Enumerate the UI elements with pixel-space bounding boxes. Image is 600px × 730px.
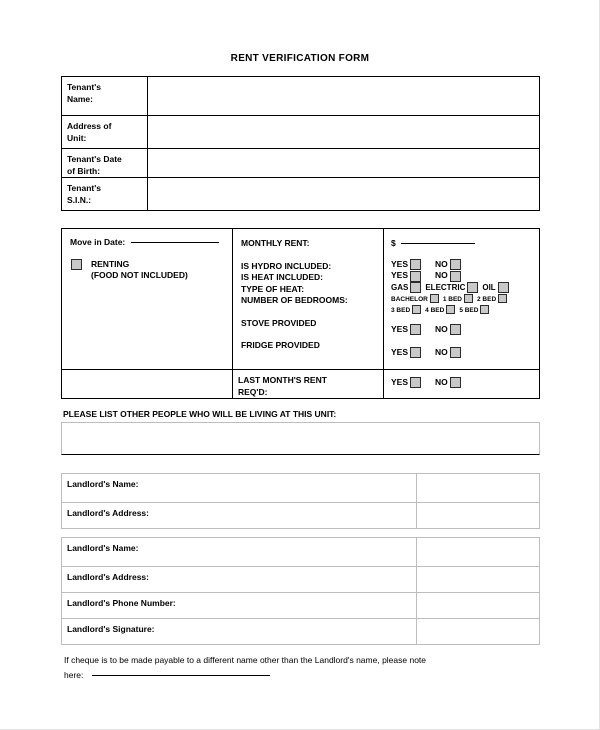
cheque-note-input[interactable] <box>92 675 270 676</box>
bedroom-bachelor-label: BACHELOR <box>391 295 428 303</box>
landlord2-name-field[interactable] <box>417 538 540 567</box>
renting-label-line1: RENTING <box>91 259 130 269</box>
landlord2-signature-label: Landlord's Signature: <box>67 624 155 634</box>
landlord2-phone-field[interactable] <box>417 593 540 619</box>
landlord1-name-label: Landlord's Name: <box>67 479 139 489</box>
heat-yes-checkbox[interactable] <box>410 271 421 282</box>
tenant-name-label: Tenant's Name: <box>67 82 101 104</box>
table-row <box>62 116 540 149</box>
table-row <box>62 619 540 645</box>
heat-type-electric-label: ELECTRIC <box>425 282 466 292</box>
table-row <box>62 593 540 619</box>
empty-cell <box>62 370 233 399</box>
other-people-heading: PLEASE LIST OTHER PEOPLE WHO WILL BE LIVING AT THIS UNIT: <box>63 409 337 419</box>
date-of-birth-label: Tenant's Date of Birth: <box>67 154 122 176</box>
date-of-birth-value <box>148 149 539 154</box>
bedroom-bachelor-checkbox[interactable] <box>430 294 439 303</box>
landlord1-name-value <box>417 474 539 479</box>
page-title: RENT VERIFICATION FORM <box>230 53 370 64</box>
tenant-information-table <box>61 76 540 211</box>
last-month-rent-answer-cell <box>384 370 540 399</box>
hydro-answer-row <box>391 259 539 270</box>
fridge-yes-label: YES <box>391 346 409 357</box>
hydro-no-checkbox[interactable] <box>450 259 461 270</box>
sin-value <box>148 178 539 183</box>
sin-field[interactable] <box>148 178 540 211</box>
fridge-yes-checkbox[interactable] <box>410 347 421 358</box>
landlord-table-secondary <box>61 537 540 645</box>
table-row <box>62 178 540 211</box>
move-in-date-label: Move in Date: <box>70 237 126 247</box>
renting-checkbox[interactable] <box>71 259 82 270</box>
last-month-rent-label-cell <box>233 370 384 399</box>
bedroom-4bed-checkbox[interactable] <box>446 305 455 314</box>
last-month-no-checkbox[interactable] <box>450 377 461 388</box>
landlord2-signature-value <box>417 619 539 624</box>
heat-included-label: IS HEAT INCLUDED: <box>241 272 324 282</box>
landlord-table-primary <box>61 473 540 529</box>
address-of-unit-field[interactable] <box>148 116 540 149</box>
stove-no-label: NO <box>435 323 448 334</box>
move-in-date-row <box>62 229 232 247</box>
bedroom-3bed-checkbox[interactable] <box>412 305 421 314</box>
monthly-rent-amount-row <box>391 238 539 248</box>
move-in-date-input[interactable] <box>131 242 219 243</box>
landlord2-address-value <box>417 567 539 572</box>
heat-type-oil-checkbox[interactable] <box>498 282 509 293</box>
landlord1-address-label-cell <box>62 503 417 529</box>
last-month-rent-label: LAST MONTH'S RENT REQ'D: <box>238 375 327 397</box>
heat-type-row <box>391 282 539 294</box>
landlord2-name-label-cell <box>62 538 417 567</box>
heat-no-label: NO <box>435 270 448 281</box>
hydro-yes-label: YES <box>391 259 409 269</box>
landlord1-address-field[interactable] <box>417 503 540 529</box>
table-row <box>62 567 540 593</box>
last-month-no-label: NO <box>435 377 448 387</box>
move-in-cell <box>62 229 233 370</box>
heat-type-gas-checkbox[interactable] <box>410 282 421 293</box>
bedrooms-row-2 <box>391 305 539 316</box>
stove-yes-label: YES <box>391 323 409 334</box>
heat-answer-row <box>391 270 539 281</box>
bedrooms-row-1 <box>391 294 539 305</box>
monthly-rent-input[interactable] <box>401 243 475 244</box>
cheque-note-text: If cheque is to be made payable to a different name other than the Landlord's name, please note <box>64 655 427 665</box>
rent-questions-list <box>233 229 383 361</box>
landlord2-phone-value <box>417 593 539 598</box>
bedroom-1bed-checkbox[interactable] <box>464 294 473 303</box>
rent-details-table <box>61 228 540 399</box>
tenant-name-label-cell <box>62 77 148 116</box>
type-of-heat-label: TYPE OF HEAT: <box>241 283 305 294</box>
landlord2-phone-label-cell <box>62 593 417 619</box>
rent-questions-cell <box>233 229 384 370</box>
landlord1-address-value <box>417 503 539 508</box>
heat-yes-label: YES <box>391 270 409 281</box>
tenant-name-field[interactable] <box>148 77 540 116</box>
tenant-name-value <box>148 77 539 82</box>
landlord1-address-label: Landlord's Address: <box>67 508 149 518</box>
bedroom-5bed-label: 5 BED <box>459 306 479 314</box>
renting-label-line2: (FOOD NOT INCLUDED) <box>91 270 188 280</box>
cheque-note-here-label: here: <box>64 670 84 680</box>
bedroom-5bed-checkbox[interactable] <box>480 305 489 314</box>
hydro-no-label: NO <box>435 259 448 269</box>
renting-label <box>91 259 188 281</box>
landlord2-signature-label-cell <box>62 619 417 645</box>
table-row <box>62 77 540 116</box>
heat-type-electric-checkbox[interactable] <box>467 282 478 293</box>
heat-type-oil-label: OIL <box>482 282 496 292</box>
landlord2-address-field[interactable] <box>417 567 540 593</box>
rent-answers-list <box>384 229 539 367</box>
number-of-bedrooms-label: NUMBER OF BEDROOMS: <box>241 295 348 305</box>
address-of-unit-value <box>148 116 539 121</box>
sin-label-cell <box>62 178 148 211</box>
fridge-provided-label: FRIDGE PROVIDED <box>241 340 320 350</box>
last-month-rent-answer-row <box>384 370 539 388</box>
sin-label: Tenant's S.I.N.: <box>67 183 101 205</box>
date-of-birth-field[interactable] <box>148 149 540 178</box>
currency-symbol: $ <box>391 238 396 248</box>
cheque-note <box>64 653 534 683</box>
table-row <box>62 538 540 567</box>
stove-answer-row <box>391 323 539 335</box>
fridge-no-label: NO <box>435 346 448 357</box>
fridge-answer-row <box>391 346 539 358</box>
landlord2-name-value <box>417 538 539 543</box>
last-month-yes-label: YES <box>391 377 409 387</box>
stove-yes-checkbox[interactable] <box>410 324 421 335</box>
other-people-input[interactable] <box>61 422 540 455</box>
hydro-included-label: IS HYDRO INCLUDED: <box>241 260 332 271</box>
landlord2-signature-field[interactable] <box>417 619 540 645</box>
bedroom-3bed-label: 3 BED <box>391 306 411 314</box>
heat-no-checkbox[interactable] <box>450 271 461 282</box>
last-month-yes-checkbox[interactable] <box>410 377 421 388</box>
rent-answers-cell <box>384 229 540 370</box>
bedroom-2bed-label: 2 BED <box>477 295 497 303</box>
table-row <box>62 474 540 503</box>
landlord1-name-label-cell <box>62 474 417 503</box>
bedroom-2bed-checkbox[interactable] <box>498 294 507 303</box>
table-row <box>62 229 540 370</box>
landlord1-name-field[interactable] <box>417 474 540 503</box>
table-row <box>62 149 540 178</box>
landlord2-phone-label: Landlord's Phone Number: <box>67 598 176 608</box>
hydro-yes-checkbox[interactable] <box>410 259 421 270</box>
landlord2-name-label: Landlord's Name: <box>67 543 139 553</box>
stove-provided-label: STOVE PROVIDED <box>241 317 317 328</box>
address-of-unit-label-cell <box>62 116 148 149</box>
address-of-unit-label: Address of Unit: <box>67 121 112 143</box>
bedroom-4bed-label: 4 BED <box>425 306 445 314</box>
table-row <box>62 370 540 399</box>
landlord2-address-label: Landlord's Address: <box>67 572 149 582</box>
stove-no-checkbox[interactable] <box>450 324 461 335</box>
date-of-birth-label-cell <box>62 149 148 178</box>
landlord2-address-label-cell <box>62 567 417 593</box>
heat-type-gas-label: GAS <box>391 282 409 292</box>
fridge-no-checkbox[interactable] <box>450 347 461 358</box>
table-row <box>62 503 540 529</box>
renting-option[interactable] <box>62 247 232 281</box>
bedroom-1bed-label: 1 BED <box>442 295 462 303</box>
monthly-rent-label: MONTHLY RENT: <box>241 238 310 248</box>
